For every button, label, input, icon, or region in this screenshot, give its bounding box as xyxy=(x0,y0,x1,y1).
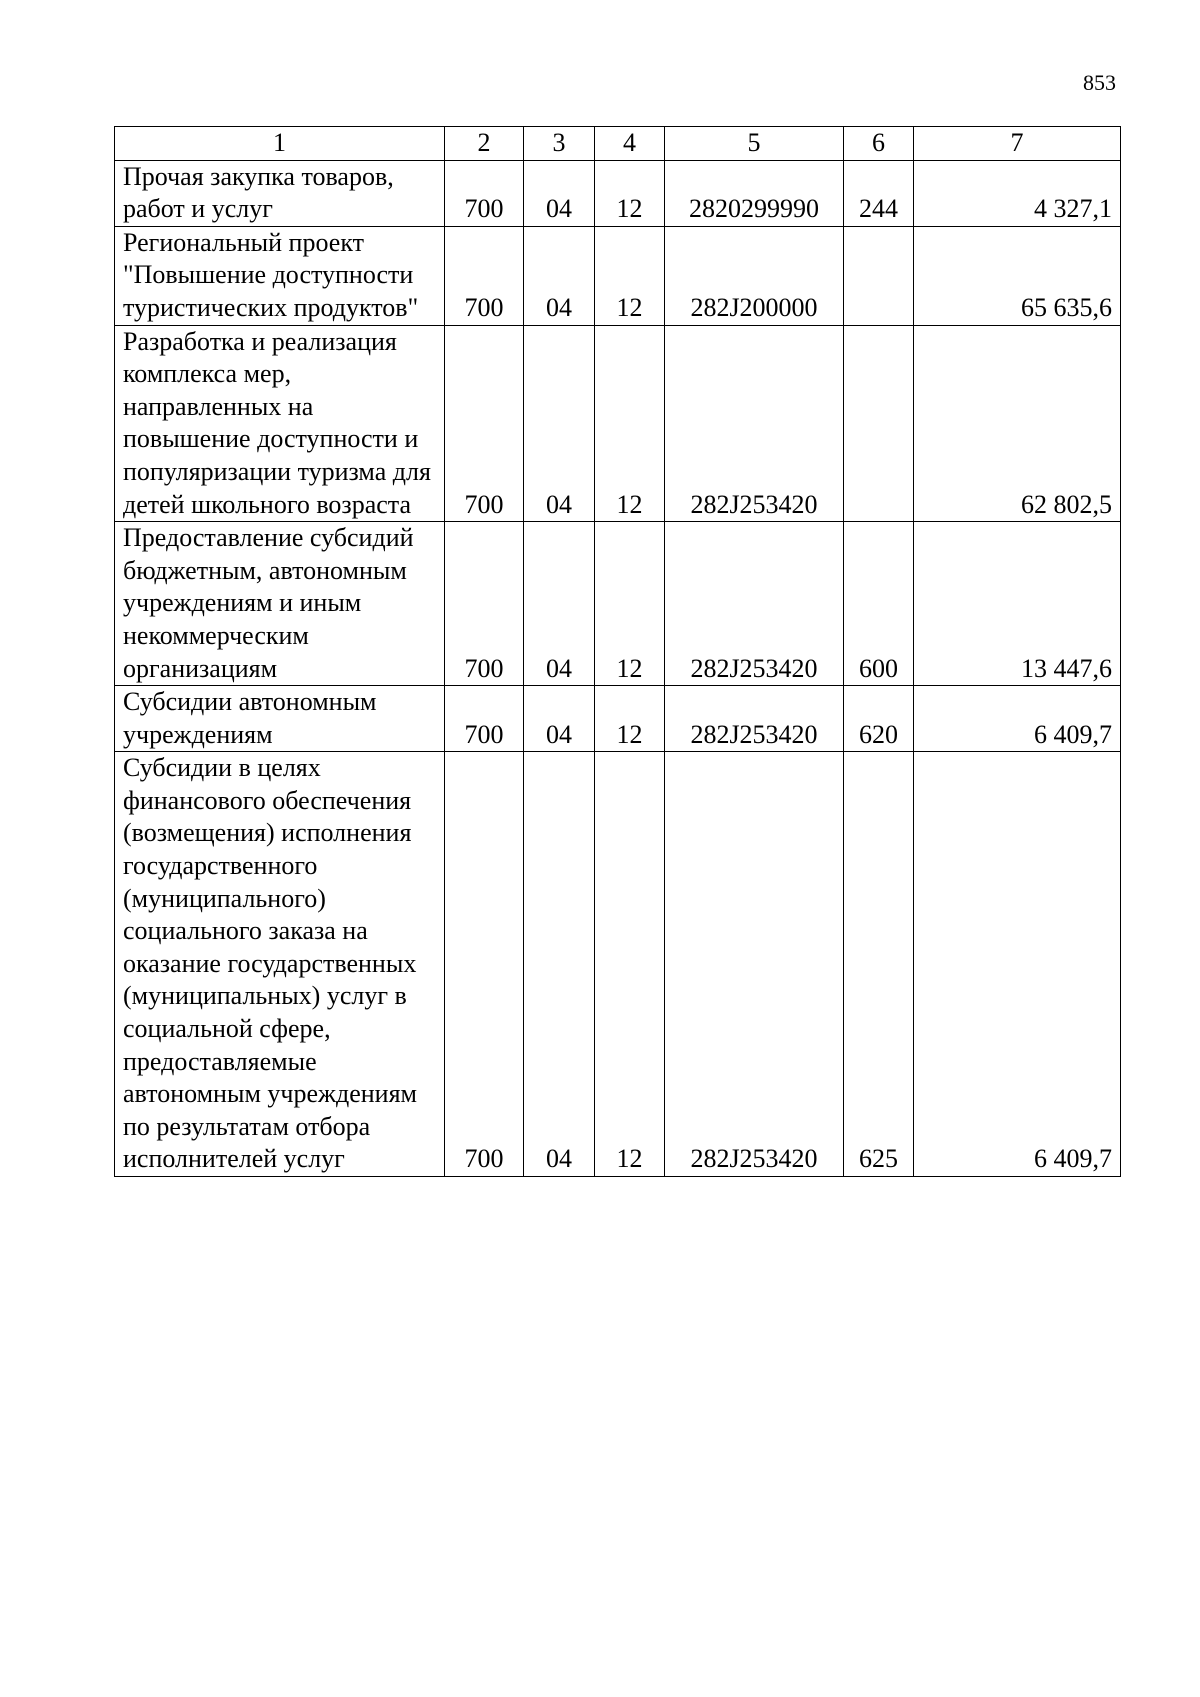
header-cell: 7 xyxy=(914,127,1121,161)
row-name: Разработка и реализация комплекса мер, направленных на повышение доступности и популяризации туризма для детей школьного возраста xyxy=(115,325,445,522)
row-name: Региональный проект "Повышение доступности туристических продуктов" xyxy=(115,226,445,325)
row-subsection: 12 xyxy=(595,325,665,522)
row-expense-type: 600 xyxy=(844,522,914,686)
row-ministry: 700 xyxy=(445,325,524,522)
row-expense-type: 244 xyxy=(844,160,914,226)
row-subsection: 12 xyxy=(595,686,665,752)
table-row xyxy=(115,752,1121,1177)
row-section: 04 xyxy=(524,686,595,752)
row-target: 282J253420 xyxy=(665,522,844,686)
table-row xyxy=(115,226,1121,325)
row-amount: 13 447,6 xyxy=(914,522,1121,686)
row-ministry: 700 xyxy=(445,226,524,325)
header-cell: 5 xyxy=(665,127,844,161)
row-subsection: 12 xyxy=(595,226,665,325)
row-target: 282J253420 xyxy=(665,752,844,1177)
row-target: 2820299990 xyxy=(665,160,844,226)
row-expense-type xyxy=(844,226,914,325)
row-section: 04 xyxy=(524,226,595,325)
row-ministry: 700 xyxy=(445,752,524,1177)
row-name: Предоставление субсидий бюджетным, автономным учреждениям и иным некоммерческим организациям xyxy=(115,522,445,686)
row-amount: 4 327,1 xyxy=(914,160,1121,226)
row-name: Прочая закупка товаров, работ и услуг xyxy=(115,160,445,226)
header-cell: 2 xyxy=(445,127,524,161)
row-name: Субсидии в целях финансового обеспечения (возмещения) исполнения государственного (муниципального) социального заказа на оказание государственных (муниципальных) услуг в социальной сфере, предоставляемые автономным учреждениям по результатам отбора исполнителей услуг xyxy=(115,752,445,1177)
row-expense-type: 625 xyxy=(844,752,914,1177)
row-subsection: 12 xyxy=(595,522,665,686)
header-cell: 3 xyxy=(524,127,595,161)
table-row xyxy=(115,686,1121,752)
budget-table xyxy=(114,126,1121,1177)
row-expense-type xyxy=(844,325,914,522)
row-ministry: 700 xyxy=(445,686,524,752)
row-section: 04 xyxy=(524,522,595,686)
table-row xyxy=(115,160,1121,226)
row-ministry: 700 xyxy=(445,160,524,226)
header-cell: 6 xyxy=(844,127,914,161)
row-name: Субсидии автономным учреждениям xyxy=(115,686,445,752)
table-row xyxy=(115,325,1121,522)
row-subsection: 12 xyxy=(595,160,665,226)
header-cell: 1 xyxy=(115,127,445,161)
row-amount: 65 635,6 xyxy=(914,226,1121,325)
row-section: 04 xyxy=(524,325,595,522)
row-expense-type: 620 xyxy=(844,686,914,752)
row-target: 282J253420 xyxy=(665,686,844,752)
row-target: 282J253420 xyxy=(665,325,844,522)
row-section: 04 xyxy=(524,752,595,1177)
row-amount: 6 409,7 xyxy=(914,752,1121,1177)
row-ministry: 700 xyxy=(445,522,524,686)
table-row xyxy=(115,522,1121,686)
row-section: 04 xyxy=(524,160,595,226)
header-cell: 4 xyxy=(595,127,665,161)
row-amount: 62 802,5 xyxy=(914,325,1121,522)
row-amount: 6 409,7 xyxy=(914,686,1121,752)
row-subsection: 12 xyxy=(595,752,665,1177)
header-row xyxy=(115,127,1121,161)
row-target: 282J200000 xyxy=(665,226,844,325)
page-number: 853 xyxy=(1083,70,1116,95)
